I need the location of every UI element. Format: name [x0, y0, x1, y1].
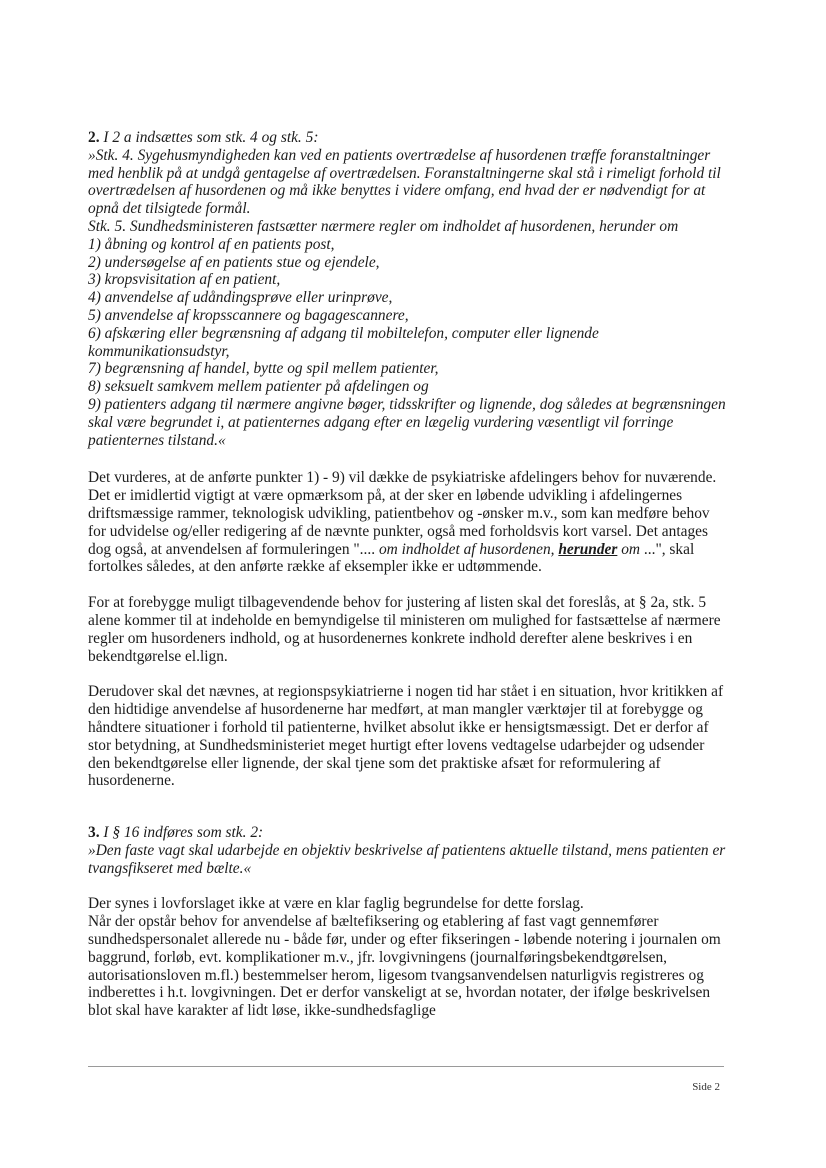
para1-quote-c: om [621, 540, 641, 558]
list-item: 4) anvendelse af udåndingsprøve eller urinprøve, [88, 289, 393, 307]
section-2-paragraph-1 [88, 469, 728, 576]
para1-text-b: ...", skal fortolkes således, at den anførte række af eksempler ikke er udtømmende. [88, 540, 695, 576]
section-2-paragraph-3: Derudover skal det nævnes, at regionspsykiatrierne i nogen tid har stået i en situation, hvor kritikken af den hidtidige anvendelse af husordenerne har medført, at man mangler værktøjer til at forebygge og håndtere situationer i forhold til patienterne, hvilket absolut ikke er hensigtsmæssigt. Det er derfor af stor betydning, at Sundhedsministeriet meget hurtigt efter lovens vedtagelse udarbejder og udsender den bekendtgørelse eller lignende, der skal tjene som det praktiske afsæt for reformulering af husordenerne. [88, 683, 724, 790]
section-3-number: 3. [88, 824, 100, 842]
para1-text-a: Det vurderes, at de anførte punkter 1) - 9) vil dække de psykiatriske afdelingers behov for nuværende. Det er imidlertid vigtigt at være opmærksom på, at der sker en løbende udvikling i afdelingernes driftsmæssige rammer, teknologisk udvikling, patientbehov og -ønsker m.v., som kan medføre behov for udvidelse og/eller redigering af de nævnte punkter, også med forholdsvis kort varsel. Det antages dog også, at anvendelsen af formuleringen ".... [88, 469, 717, 558]
section-3-paragraph-2: Når der opstår behov for anvendelse af bæltefiksering og etablering af fast vagt gennemfører sundhedspersonalet allerede nu - både før, under og efter fikseringen - løbende notering i journalen om baggrund, forløb, evt. komplikationer m.v., jfr. lovgivningens (journalføringsbekendtgørelsen, autorisationsloven m.fl.) bestemmelser herom, ligesom tvangsanvendelsen naturligvis registreres og indberettes i h.t. lovgivningen. Det er derfor vanskeligt at se, hvordan notater, der ifølge beskrivelsen blot skal have karakter af lidt løse, ikke-sundhedsfaglige [88, 913, 721, 1020]
list-item: 7) begrænsning af handel, bytte og spil mellem patienter, [88, 360, 439, 378]
section-2-number: 2. [88, 129, 100, 146]
list-item: 8) seksuelt samkvem mellem patienter på afdelingen og [88, 378, 429, 396]
list-item: 9) patienters adgang til nærmere angivne bøger, tidsskrifter og lignende, dog således at begrænsningen skal være begrundet i, at patienternes adgang efter en lægelig vurdering væsentligt vil forringe patienternes tilstand.« [88, 395, 726, 449]
page-content [88, 129, 728, 1020]
para1-quote-emphasis: herunder [558, 540, 618, 558]
section-2-paragraph-2: For at forebygge muligt tilbagevendende behov for justering af listen skal det foreslås, at § 2a, stk. 5 alene kommer til at indeholde en bemyndigelse til ministeren om mulighed for fastsættelse af nærmere regler om husordeners indhold, og at husordenernes konkrete indhold derefter alene beskrives i en bekendtgørelse el.lign. [88, 594, 721, 665]
section-3-quote: »Den faste vagt skal udarbejde en objektiv beskrivelse af patientens aktuelle tilstand, mens patienten er tvangsfikseret med bælte.« [88, 841, 726, 877]
page-number: Side 2 [692, 1081, 720, 1093]
footer-divider [88, 1066, 724, 1067]
stk4-text: »Stk. 4. Sygehusmyndigheden kan ved en patients overtrædelse af husordenen træffe foranstaltninger med henblik på at undgå gentagelse af overtrædelsen. Foranstaltningerne skal stå i rimeligt forhold til overtrædelsen af husordenen og må ikke benyttes i videre omfang, end hvad der er nødvendigt for at opnå det tilsigtede formål. [88, 146, 721, 218]
list-item: 5) anvendelse af kropsscannere og bagagescannere, [88, 306, 409, 324]
list-item: 6) afskæring eller begrænsning af adgang til mobiltelefon, computer eller lignende kommunikationsudstyr, [88, 324, 599, 360]
stk5-intro: Stk. 5. Sundhedsministeren fastsætter nærmere regler om indholdet af husordenen, herunder om [88, 217, 679, 235]
section-3-heading [88, 824, 728, 842]
section-3-paragraph-1: Der synes i lovforslaget ikke at være en klar faglig begrundelse for dette forslag. [88, 895, 584, 913]
list-item: 1) åbning og kontrol af en patients post, [88, 235, 335, 253]
list-item: 2) undersøgelse af en patients stue og ejendele, [88, 253, 380, 271]
section-2-heading [88, 129, 728, 147]
list-item: 3) kropsvisitation af en patient, [88, 271, 281, 289]
section-2-heading-text: I 2 a indsættes som stk. 4 og stk. 5: [103, 129, 319, 146]
para1-quote-a: om indholdet af husordenen, [378, 540, 555, 558]
section-3-heading-text: I § 16 indføres som stk. 2: [103, 824, 264, 842]
